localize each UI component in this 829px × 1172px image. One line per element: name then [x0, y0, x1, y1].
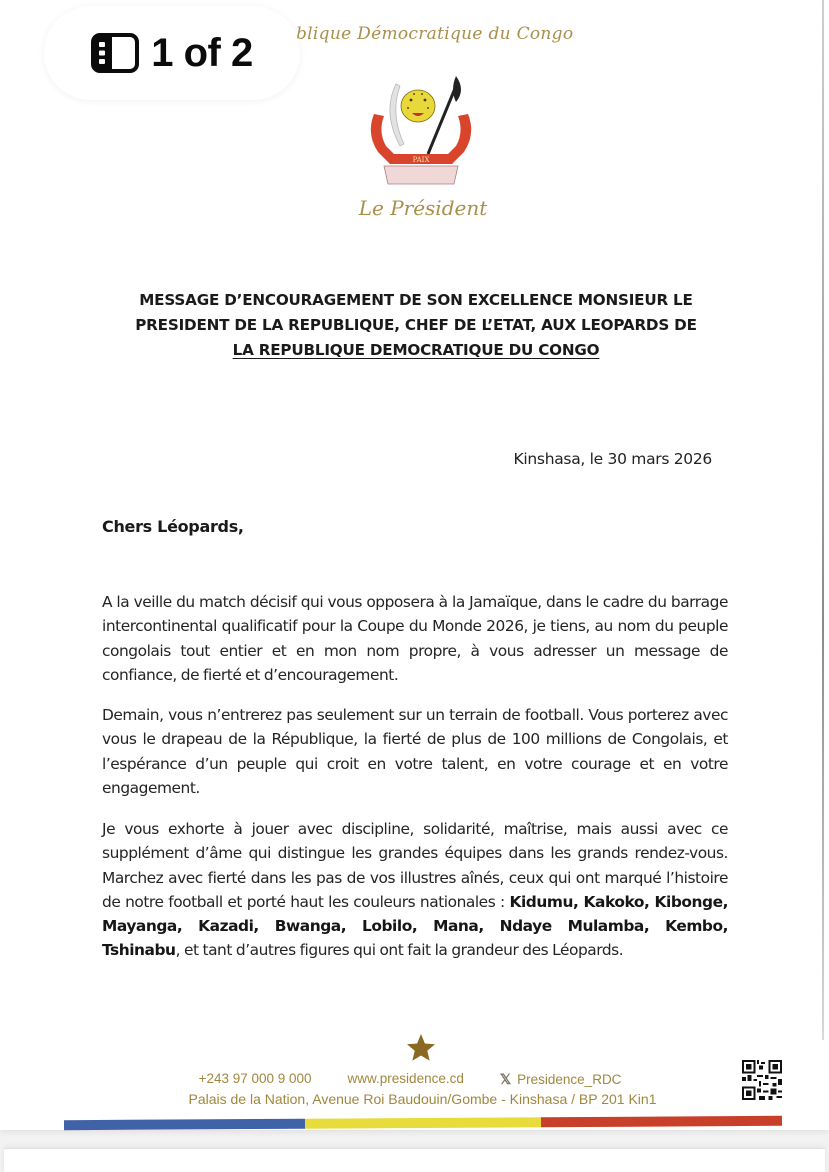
flag-yellow-segment: [304, 1117, 541, 1128]
paragraph-3: [102, 817, 728, 963]
paragraph-3-intro: Je vous exhorte à jouer avec discipline, solidarité, maîtrise, mais aussi avec ce supplément d’âme qui distingue les grandes équipes dans les grands rendez-vous. Marchez avec fierté dans les pas de vos illustres aînés, ceux qui ont marqué l’histoire de notre football et porté haut les couleurs nationales :: [102, 820, 728, 911]
sidebar-thumbnails-icon: [91, 33, 139, 73]
qr-code-icon: [742, 1060, 782, 1100]
paragraph-2: Demain, vous n’entrerez pas seulement sur un terrain de football. Vous porterez avec vous le drapeau de la République, la fierté de plus de 100 millions de Congolais, et l’espérance d’un peuple qui croit en votre talent, en votre courage et en votre engagement.: [102, 706, 728, 797]
heading-line: MESSAGE D’ENCOURAGEMENT DE SON EXCELLENCE MONSIEUR LE: [139, 291, 693, 309]
page-counter-text: 1 of 2: [151, 30, 253, 75]
flag-color-bar: [64, 1116, 782, 1130]
svg-text:PAIX: PAIX: [412, 156, 430, 164]
place-date: Kinshasa, le 30 mars 2026: [513, 450, 712, 468]
page-counter-badge[interactable]: [44, 6, 300, 100]
paragraph-3-outro: , et tant d’autres figures qui ont fait la grandeur des Léopards.: [175, 941, 624, 960]
document-heading: [96, 288, 736, 363]
footer-website: www.presidence.cd: [347, 1071, 464, 1086]
page-edge: [822, 0, 824, 1040]
heading-line: PRESIDENT DE LA REPUBLIQUE, CHEF DE L’ETAT, AUX LEOPARDS DE: [135, 316, 697, 334]
star-icon: [404, 1032, 438, 1064]
letterhead-title: blique Démocratique du Congo: [296, 24, 574, 44]
footer-address: Palais de la Nation, Avenue Roi Baudouin/Gombe - Kinshasa / BP 201 Kin1: [188, 1091, 657, 1107]
letterhead-subtitle: Le Président: [358, 196, 488, 220]
heading-line-underlined: LA REPUBLIQUE DEMOCRATIQUE DU CONGO: [232, 341, 600, 359]
footer-contacts: [160, 1071, 660, 1088]
footer-x-account: [500, 1071, 622, 1088]
legend-players-names: Kidumu, Kakoko, Kibonge, Mayanga, Kazadi, Bwanga, Lobilo, Mana, Ndaye Mulamba, Kembo, Tshinabu: [102, 892, 729, 960]
coat-of-arms-icon: [356, 72, 486, 190]
footer-x-handle: Presidence_RDC: [517, 1072, 622, 1087]
paragraph-1: A la veille du match décisif qui vous opposera à la Jamaïque, dans le cadre du barrage intercontinental qualificatif pour la Coupe du Monde 2026, je tiens, au nom du peuple congolais tout entier et en mon nom propre, à vous adresser un message de confiance, de fierté et d’encouragement.: [102, 593, 728, 684]
document-page-2-preview[interactable]: [4, 1148, 825, 1172]
footer-phone: +243 97 000 9 000: [198, 1071, 312, 1086]
salutation: Chers Léopards,: [102, 517, 244, 536]
flag-blue-segment: [64, 1119, 305, 1130]
x-logo-icon: 𝕏: [499, 1071, 512, 1087]
flag-red-segment: [541, 1116, 782, 1127]
